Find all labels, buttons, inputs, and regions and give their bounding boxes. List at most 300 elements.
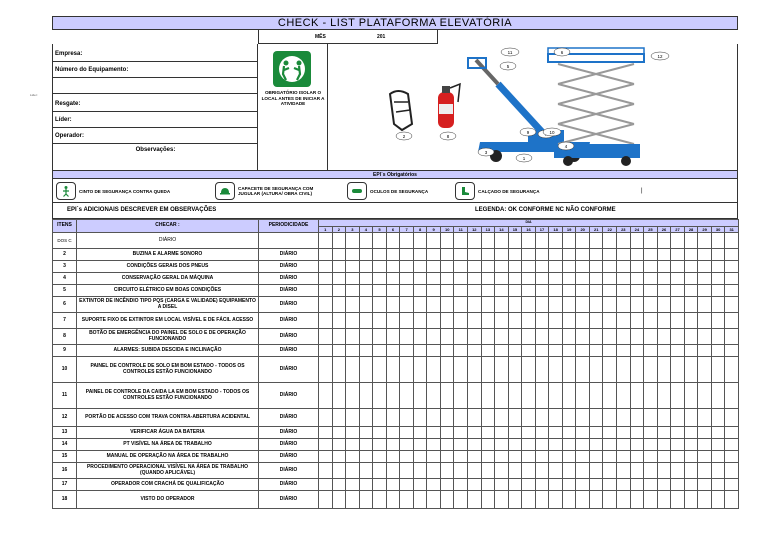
- day-cell[interactable]: [535, 479, 549, 491]
- day-cell[interactable]: [413, 427, 427, 439]
- day-cell[interactable]: [400, 329, 414, 345]
- day-cell[interactable]: [359, 409, 373, 427]
- day-cell[interactable]: [346, 427, 360, 439]
- day-cell[interactable]: [468, 357, 482, 383]
- day-cell[interactable]: [630, 297, 644, 313]
- day-cell[interactable]: [617, 233, 631, 249]
- day-cell[interactable]: [589, 383, 603, 409]
- day-cell[interactable]: [386, 479, 400, 491]
- day-cell[interactable]: [373, 345, 387, 357]
- day-cell[interactable]: [562, 261, 576, 273]
- day-cell[interactable]: [576, 357, 590, 383]
- day-cell[interactable]: [454, 439, 468, 451]
- day-cell[interactable]: [576, 329, 590, 345]
- day-cell[interactable]: [440, 345, 454, 357]
- day-cell[interactable]: [319, 261, 333, 273]
- day-cell[interactable]: [386, 329, 400, 345]
- day-cell[interactable]: [698, 273, 712, 285]
- day-cell[interactable]: [725, 297, 739, 313]
- day-cell[interactable]: [535, 285, 549, 297]
- day-cell[interactable]: [508, 345, 522, 357]
- day-cell[interactable]: [657, 297, 671, 313]
- day-cell[interactable]: [440, 427, 454, 439]
- day-cell[interactable]: [684, 357, 698, 383]
- day-cell[interactable]: [657, 233, 671, 249]
- day-cell[interactable]: [319, 273, 333, 285]
- day-cell[interactable]: [319, 285, 333, 297]
- day-cell[interactable]: [617, 285, 631, 297]
- day-cell[interactable]: [671, 439, 685, 451]
- day-cell[interactable]: [603, 249, 617, 261]
- day-cell[interactable]: [630, 273, 644, 285]
- day-cell[interactable]: [589, 357, 603, 383]
- day-cell[interactable]: [711, 439, 725, 451]
- day-cell[interactable]: [413, 479, 427, 491]
- day-cell[interactable]: [576, 313, 590, 329]
- day-cell[interactable]: [359, 491, 373, 509]
- day-cell[interactable]: [725, 383, 739, 409]
- day-cell[interactable]: [373, 409, 387, 427]
- day-cell[interactable]: [332, 439, 346, 451]
- day-cell[interactable]: [576, 297, 590, 313]
- day-cell[interactable]: [359, 285, 373, 297]
- day-cell[interactable]: [495, 233, 509, 249]
- day-cell[interactable]: [427, 463, 441, 479]
- day-cell[interactable]: [657, 383, 671, 409]
- day-cell[interactable]: [630, 463, 644, 479]
- day-cell[interactable]: [603, 285, 617, 297]
- day-cell[interactable]: [589, 329, 603, 345]
- day-cell[interactable]: [319, 463, 333, 479]
- day-cell[interactable]: [440, 383, 454, 409]
- day-cell[interactable]: [346, 345, 360, 357]
- day-cell[interactable]: [535, 409, 549, 427]
- day-cell[interactable]: [346, 249, 360, 261]
- day-cell[interactable]: [454, 297, 468, 313]
- day-cell[interactable]: [562, 479, 576, 491]
- day-cell[interactable]: [630, 383, 644, 409]
- day-cell[interactable]: [576, 233, 590, 249]
- day-cell[interactable]: [440, 313, 454, 329]
- day-cell[interactable]: [684, 233, 698, 249]
- day-cell[interactable]: [495, 273, 509, 285]
- day-cell[interactable]: [725, 427, 739, 439]
- day-cell[interactable]: [576, 479, 590, 491]
- day-cell[interactable]: [427, 261, 441, 273]
- day-cell[interactable]: [725, 439, 739, 451]
- day-cell[interactable]: [549, 345, 563, 357]
- day-cell[interactable]: [495, 479, 509, 491]
- day-cell[interactable]: [603, 233, 617, 249]
- day-cell[interactable]: [495, 249, 509, 261]
- day-cell[interactable]: [495, 261, 509, 273]
- day-cell[interactable]: [359, 261, 373, 273]
- day-cell[interactable]: [576, 491, 590, 509]
- day-cell[interactable]: [373, 285, 387, 297]
- day-cell[interactable]: [522, 285, 536, 297]
- day-cell[interactable]: [332, 491, 346, 509]
- day-cell[interactable]: [630, 261, 644, 273]
- day-cell[interactable]: [332, 383, 346, 409]
- day-cell[interactable]: [630, 345, 644, 357]
- day-cell[interactable]: [468, 249, 482, 261]
- day-cell[interactable]: [427, 345, 441, 357]
- day-cell[interactable]: [576, 409, 590, 427]
- day-cell[interactable]: [562, 439, 576, 451]
- day-cell[interactable]: [427, 409, 441, 427]
- day-cell[interactable]: [589, 285, 603, 297]
- day-cell[interactable]: [522, 345, 536, 357]
- day-cell[interactable]: [589, 427, 603, 439]
- day-cell[interactable]: [468, 491, 482, 509]
- day-cell[interactable]: [359, 463, 373, 479]
- day-cell[interactable]: [576, 383, 590, 409]
- day-cell[interactable]: [319, 233, 333, 249]
- day-cell[interactable]: [711, 249, 725, 261]
- day-cell[interactable]: [319, 479, 333, 491]
- day-cell[interactable]: [454, 285, 468, 297]
- day-cell[interactable]: [603, 479, 617, 491]
- day-cell[interactable]: [603, 491, 617, 509]
- day-cell[interactable]: [603, 345, 617, 357]
- day-cell[interactable]: [644, 439, 658, 451]
- day-cell[interactable]: [332, 297, 346, 313]
- day-cell[interactable]: [332, 285, 346, 297]
- day-cell[interactable]: [684, 427, 698, 439]
- day-cell[interactable]: [495, 451, 509, 463]
- day-cell[interactable]: [400, 285, 414, 297]
- day-cell[interactable]: [481, 409, 495, 427]
- day-cell[interactable]: [535, 261, 549, 273]
- day-cell[interactable]: [684, 345, 698, 357]
- day-cell[interactable]: [535, 329, 549, 345]
- day-cell[interactable]: [644, 491, 658, 509]
- day-cell[interactable]: [468, 261, 482, 273]
- day-cell[interactable]: [684, 491, 698, 509]
- day-cell[interactable]: [535, 313, 549, 329]
- day-cell[interactable]: [562, 273, 576, 285]
- day-cell[interactable]: [617, 439, 631, 451]
- day-cell[interactable]: [535, 491, 549, 509]
- day-cell[interactable]: [373, 479, 387, 491]
- day-cell[interactable]: [535, 273, 549, 285]
- day-cell[interactable]: [630, 233, 644, 249]
- day-cell[interactable]: [603, 329, 617, 345]
- day-cell[interactable]: [359, 345, 373, 357]
- day-cell[interactable]: [576, 451, 590, 463]
- day-cell[interactable]: [440, 409, 454, 427]
- day-cell[interactable]: [440, 479, 454, 491]
- day-cell[interactable]: [617, 313, 631, 329]
- day-cell[interactable]: [481, 383, 495, 409]
- day-cell[interactable]: [630, 491, 644, 509]
- day-cell[interactable]: [725, 285, 739, 297]
- day-cell[interactable]: [603, 357, 617, 383]
- day-cell[interactable]: [562, 313, 576, 329]
- day-cell[interactable]: [413, 463, 427, 479]
- day-cell[interactable]: [630, 329, 644, 345]
- day-cell[interactable]: [698, 463, 712, 479]
- day-cell[interactable]: [617, 451, 631, 463]
- day-cell[interactable]: [684, 249, 698, 261]
- day-cell[interactable]: [671, 491, 685, 509]
- day-cell[interactable]: [495, 297, 509, 313]
- day-cell[interactable]: [711, 463, 725, 479]
- day-cell[interactable]: [657, 313, 671, 329]
- day-cell[interactable]: [332, 463, 346, 479]
- day-cell[interactable]: [427, 285, 441, 297]
- day-cell[interactable]: [386, 273, 400, 285]
- day-cell[interactable]: [495, 329, 509, 345]
- day-cell[interactable]: [400, 383, 414, 409]
- day-cell[interactable]: [644, 409, 658, 427]
- day-cell[interactable]: [508, 451, 522, 463]
- day-cell[interactable]: [413, 273, 427, 285]
- day-cell[interactable]: [468, 383, 482, 409]
- day-cell[interactable]: [535, 427, 549, 439]
- day-cell[interactable]: [644, 479, 658, 491]
- day-cell[interactable]: [373, 297, 387, 313]
- day-cell[interactable]: [373, 383, 387, 409]
- day-cell[interactable]: [454, 427, 468, 439]
- day-cell[interactable]: [657, 357, 671, 383]
- day-cell[interactable]: [319, 383, 333, 409]
- day-cell[interactable]: [603, 273, 617, 285]
- day-cell[interactable]: [644, 463, 658, 479]
- day-cell[interactable]: [671, 383, 685, 409]
- day-cell[interactable]: [657, 463, 671, 479]
- day-cell[interactable]: [522, 329, 536, 345]
- day-cell[interactable]: [711, 273, 725, 285]
- day-cell[interactable]: [495, 345, 509, 357]
- field-operador[interactable]: Operador:: [53, 128, 258, 144]
- day-cell[interactable]: [562, 383, 576, 409]
- day-cell[interactable]: [617, 345, 631, 357]
- day-cell[interactable]: [657, 261, 671, 273]
- day-cell[interactable]: [319, 329, 333, 345]
- day-cell[interactable]: [319, 345, 333, 357]
- day-cell[interactable]: [481, 297, 495, 313]
- day-cell[interactable]: [400, 427, 414, 439]
- day-cell[interactable]: [657, 285, 671, 297]
- day-cell[interactable]: [576, 285, 590, 297]
- day-cell[interactable]: [454, 463, 468, 479]
- day-cell[interactable]: [603, 313, 617, 329]
- day-cell[interactable]: [468, 233, 482, 249]
- day-cell[interactable]: [508, 261, 522, 273]
- day-cell[interactable]: [617, 357, 631, 383]
- day-cell[interactable]: [495, 427, 509, 439]
- day-cell[interactable]: [657, 249, 671, 261]
- day-cell[interactable]: [413, 329, 427, 345]
- day-cell[interactable]: [630, 451, 644, 463]
- day-cell[interactable]: [671, 297, 685, 313]
- day-cell[interactable]: [413, 383, 427, 409]
- day-cell[interactable]: [346, 285, 360, 297]
- day-cell[interactable]: [413, 233, 427, 249]
- day-cell[interactable]: [386, 249, 400, 261]
- day-cell[interactable]: [698, 479, 712, 491]
- day-cell[interactable]: [617, 463, 631, 479]
- day-cell[interactable]: [332, 479, 346, 491]
- day-cell[interactable]: [562, 329, 576, 345]
- day-cell[interactable]: [319, 451, 333, 463]
- day-cell[interactable]: [522, 383, 536, 409]
- day-cell[interactable]: [427, 249, 441, 261]
- day-cell[interactable]: [671, 249, 685, 261]
- day-cell[interactable]: [698, 261, 712, 273]
- day-cell[interactable]: [603, 383, 617, 409]
- day-cell[interactable]: [400, 439, 414, 451]
- day-cell[interactable]: [386, 383, 400, 409]
- day-cell[interactable]: [319, 409, 333, 427]
- day-cell[interactable]: [725, 345, 739, 357]
- day-cell[interactable]: [535, 383, 549, 409]
- day-cell[interactable]: [386, 345, 400, 357]
- day-cell[interactable]: [711, 297, 725, 313]
- day-cell[interactable]: [535, 297, 549, 313]
- day-cell[interactable]: [522, 249, 536, 261]
- day-cell[interactable]: [319, 439, 333, 451]
- day-cell[interactable]: [454, 233, 468, 249]
- day-cell[interactable]: [481, 491, 495, 509]
- day-cell[interactable]: [319, 313, 333, 329]
- day-cell[interactable]: [427, 313, 441, 329]
- day-cell[interactable]: [549, 249, 563, 261]
- day-cell[interactable]: [373, 451, 387, 463]
- day-cell[interactable]: [603, 439, 617, 451]
- day-cell[interactable]: [468, 479, 482, 491]
- day-cell[interactable]: [535, 357, 549, 383]
- day-cell[interactable]: [617, 297, 631, 313]
- day-cell[interactable]: [698, 383, 712, 409]
- day-cell[interactable]: [481, 345, 495, 357]
- day-cell[interactable]: [454, 329, 468, 345]
- day-cell[interactable]: [589, 479, 603, 491]
- day-cell[interactable]: [644, 427, 658, 439]
- day-cell[interactable]: [440, 491, 454, 509]
- day-cell[interactable]: [373, 233, 387, 249]
- day-cell[interactable]: [346, 451, 360, 463]
- day-cell[interactable]: [359, 479, 373, 491]
- day-cell[interactable]: [562, 451, 576, 463]
- day-cell[interactable]: [617, 273, 631, 285]
- day-cell[interactable]: [657, 345, 671, 357]
- day-cell[interactable]: [440, 463, 454, 479]
- day-cell[interactable]: [725, 261, 739, 273]
- day-cell[interactable]: [346, 409, 360, 427]
- day-cell[interactable]: [495, 409, 509, 427]
- day-cell[interactable]: [684, 285, 698, 297]
- day-cell[interactable]: [562, 357, 576, 383]
- day-cell[interactable]: [535, 249, 549, 261]
- day-cell[interactable]: [617, 249, 631, 261]
- day-cell[interactable]: [644, 261, 658, 273]
- day-cell[interactable]: [576, 439, 590, 451]
- day-cell[interactable]: [413, 285, 427, 297]
- day-cell[interactable]: [657, 329, 671, 345]
- day-cell[interactable]: [332, 357, 346, 383]
- day-cell[interactable]: [319, 297, 333, 313]
- day-cell[interactable]: [454, 273, 468, 285]
- day-cell[interactable]: [359, 357, 373, 383]
- day-cell[interactable]: [332, 273, 346, 285]
- day-cell[interactable]: [589, 313, 603, 329]
- day-cell[interactable]: [522, 357, 536, 383]
- day-cell[interactable]: [440, 357, 454, 383]
- field-lider[interactable]: Líder:: [53, 112, 258, 128]
- day-cell[interactable]: [495, 383, 509, 409]
- day-cell[interactable]: [440, 439, 454, 451]
- day-cell[interactable]: [359, 451, 373, 463]
- day-cell[interactable]: [576, 261, 590, 273]
- day-cell[interactable]: [725, 479, 739, 491]
- day-cell[interactable]: [359, 383, 373, 409]
- day-cell[interactable]: [522, 451, 536, 463]
- day-cell[interactable]: [644, 297, 658, 313]
- day-cell[interactable]: [508, 479, 522, 491]
- day-cell[interactable]: [508, 249, 522, 261]
- day-cell[interactable]: [576, 427, 590, 439]
- day-cell[interactable]: [603, 261, 617, 273]
- day-cell[interactable]: [522, 233, 536, 249]
- day-cell[interactable]: [332, 427, 346, 439]
- day-cell[interactable]: [711, 491, 725, 509]
- day-cell[interactable]: [589, 439, 603, 451]
- day-cell[interactable]: [332, 329, 346, 345]
- day-cell[interactable]: [454, 261, 468, 273]
- day-cell[interactable]: [346, 273, 360, 285]
- day-cell[interactable]: [711, 451, 725, 463]
- day-cell[interactable]: [644, 273, 658, 285]
- day-cell[interactable]: [603, 427, 617, 439]
- day-cell[interactable]: [522, 409, 536, 427]
- day-cell[interactable]: [468, 427, 482, 439]
- day-cell[interactable]: [698, 233, 712, 249]
- day-cell[interactable]: [657, 409, 671, 427]
- day-cell[interactable]: [481, 285, 495, 297]
- day-cell[interactable]: [711, 345, 725, 357]
- day-cell[interactable]: [454, 383, 468, 409]
- day-cell[interactable]: [508, 427, 522, 439]
- day-cell[interactable]: [481, 261, 495, 273]
- day-cell[interactable]: [671, 479, 685, 491]
- day-cell[interactable]: [427, 273, 441, 285]
- day-cell[interactable]: [481, 329, 495, 345]
- day-cell[interactable]: [440, 261, 454, 273]
- day-cell[interactable]: [319, 491, 333, 509]
- day-cell[interactable]: [603, 451, 617, 463]
- day-cell[interactable]: [386, 313, 400, 329]
- day-cell[interactable]: [386, 357, 400, 383]
- day-cell[interactable]: [386, 463, 400, 479]
- day-cell[interactable]: [644, 285, 658, 297]
- day-cell[interactable]: [549, 313, 563, 329]
- day-cell[interactable]: [630, 313, 644, 329]
- day-cell[interactable]: [332, 313, 346, 329]
- day-cell[interactable]: [671, 261, 685, 273]
- day-cell[interactable]: [359, 233, 373, 249]
- day-cell[interactable]: [468, 345, 482, 357]
- day-cell[interactable]: [508, 285, 522, 297]
- day-cell[interactable]: [373, 329, 387, 345]
- day-cell[interactable]: [508, 409, 522, 427]
- day-cell[interactable]: [508, 383, 522, 409]
- day-cell[interactable]: [671, 345, 685, 357]
- day-cell[interactable]: [359, 249, 373, 261]
- day-cell[interactable]: [684, 297, 698, 313]
- day-cell[interactable]: [481, 233, 495, 249]
